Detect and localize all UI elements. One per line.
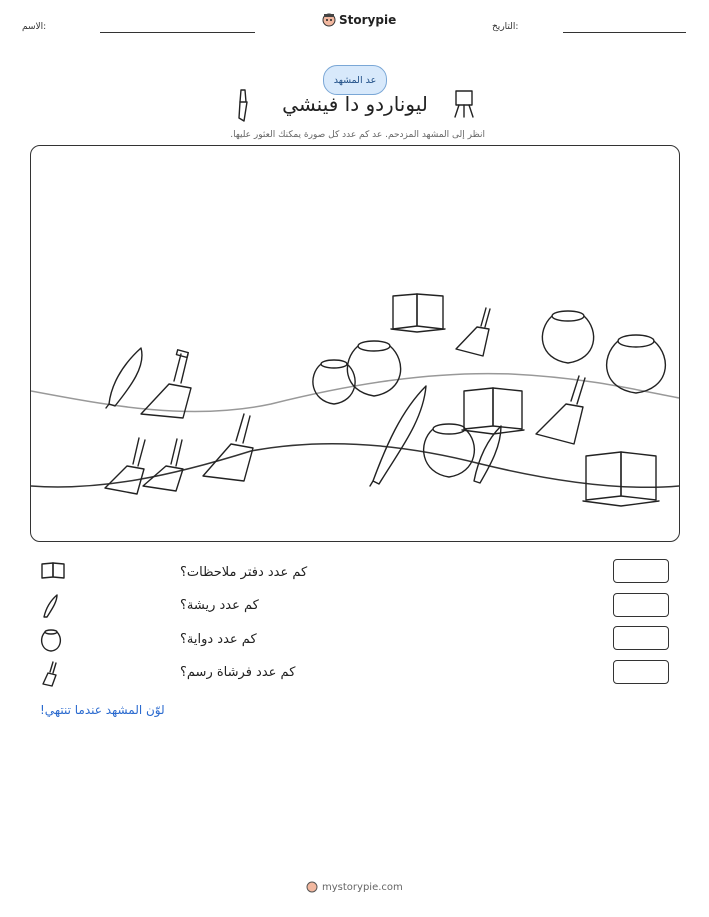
paintbrush-icon — [40, 660, 60, 688]
storypie-logo — [322, 12, 396, 28]
question-brushes: كم عدد فرشاة رسم؟ — [180, 665, 296, 680]
question-ink-pots: كم عدد دواية؟ — [180, 632, 257, 647]
question-quills: كم عدد ريشة؟ — [180, 598, 259, 613]
ink-pot-icon — [347, 341, 400, 396]
name-line[interactable] — [100, 32, 255, 33]
coloring-note: لوّن المشهد عندما تنتهي! — [40, 703, 165, 717]
ink-pot-icon — [313, 360, 355, 404]
paintbrush-icon — [105, 438, 145, 494]
paintbrush-icon — [536, 376, 585, 444]
date-line[interactable] — [563, 32, 686, 33]
quill-icon — [106, 348, 142, 408]
paintbrush-icon — [456, 308, 490, 356]
instructions: انظر إلى المشهد المزدحم. عد كم عدد كل صورة يمكنك العثور عليها. — [230, 130, 485, 140]
page-title: ليوناردو دا فينشي — [282, 92, 428, 116]
ink-pot-icon — [40, 627, 62, 653]
brush-title-icon — [233, 88, 255, 122]
book-icon — [583, 452, 659, 506]
answer-box-ink-pots[interactable] — [613, 626, 669, 650]
ink-pot-icon — [542, 311, 593, 363]
quill-icon — [40, 593, 60, 619]
quill-icon — [474, 426, 501, 483]
counting-scene[interactable] — [30, 145, 680, 542]
paintbrush-icon — [143, 439, 183, 491]
paintbrush-icon — [141, 350, 191, 418]
footer-url: mystorypie.com — [322, 881, 403, 893]
name-label: الاسم: — [22, 22, 47, 32]
date-label: التاريخ: — [492, 22, 519, 32]
question-books: كم عدد دفتر ملاحظات؟ — [180, 565, 308, 580]
answer-box-brushes[interactable] — [613, 660, 669, 684]
brand-name: Storypie — [339, 13, 397, 27]
answer-box-quills[interactable] — [613, 593, 669, 617]
footer-brand — [306, 880, 403, 894]
paintbrush-icon — [203, 414, 253, 481]
storypie-footer-icon — [306, 880, 318, 894]
book-icon — [40, 562, 66, 580]
quill-icon — [370, 386, 426, 486]
ink-pot-icon — [607, 335, 666, 393]
answer-box-books[interactable] — [613, 559, 669, 583]
storypie-mascot-icon — [322, 12, 336, 28]
activity-badge: عد المشهد — [323, 65, 387, 95]
ink-pot-icon — [424, 424, 475, 477]
easel-icon — [451, 88, 477, 118]
book-icon — [391, 294, 445, 332]
book-icon — [462, 388, 524, 434]
scene-illustration — [31, 146, 679, 541]
